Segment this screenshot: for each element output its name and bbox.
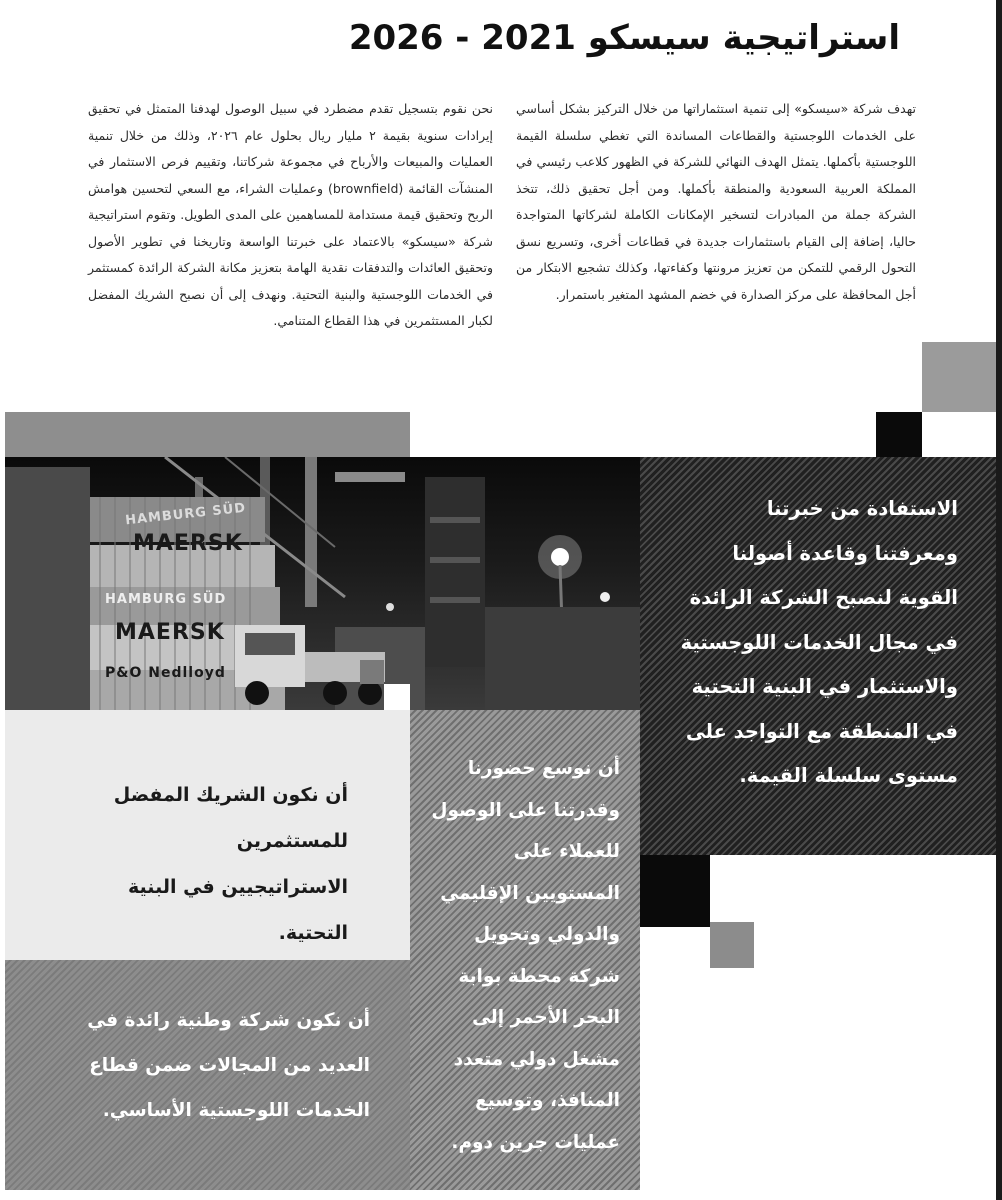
container-label: MAERSK (115, 620, 225, 645)
pillar-partner-block (5, 710, 410, 960)
deco-square-small (360, 660, 384, 684)
container-label: MAERSK (133, 531, 243, 556)
deco-square-gray-lower (710, 922, 754, 968)
pillar-expand-text: أن نوسع حضورنا وقدرتنا على الوصول للعملاء على المستويين الإقليمي والدولي وتحويل شركة محطة بوابة البحر الأحمر إلى مشغل دولي متعدد المنافذ، وتوسيع عمليات جرين دوم. (431, 758, 620, 1153)
deco-square-black (876, 412, 922, 458)
intro-paragraph-right: تهدف شركة «سيسكو» إلى تنمية استثماراتها من خلال التركيز بشكل أساسي على الخدمات اللوجستية والقطاعات المساندة التي تغطي سلسلة القيمة اللوجستية بأكملها. يتمثل الهدف النهائي للشركة في الظهور كلاعب رئيسي في المملكة العربية السعودية والمنطقة بأكملها. ومن أجل تحقيق ذلك، تتخذ الشركة جملة من المبادرات لتسخير الإمكانات الكاملة لشركاتها المتواجدة حاليا، إضافة إلى القيام باستثمارات جديدة في قطاعات أخرى، وتسريع نسق التحول الرقمي للتمكن من تعزيز مرونتها وكفاءتها، وكذلك تشجيع الابتكار من أجل المحافظة على مركز الصدارة في خضم المشهد المتغير باستمرار. (516, 101, 916, 302)
deco-square-gray (922, 342, 996, 412)
deco-square-black-lower (640, 855, 710, 927)
deco-square-white (384, 684, 410, 710)
pillar-partner-text: أن نكون الشريك المفضل للمستثمرين الاستراتيجيين في البنية التحتية. (113, 784, 348, 944)
page-edge-bar (996, 0, 1002, 1200)
deco-bar-gray (5, 412, 410, 457)
pillar-expand-block (410, 710, 640, 1190)
container-label: HAMBURG SÜD (105, 592, 227, 607)
port-container-photo (5, 457, 640, 710)
pillar-expertise-text: الاستفادة من خبرتنا ومعرفتنا وقاعدة أصولنا القوية لنصبح الشركة الرائدة في مجال الخدمات اللوجستية والاستثمار في البنية التحتية في المنطقة مع التواجد على مستوى سلسلة القيمة. (680, 497, 958, 787)
intro-paragraph-left: نحن نقوم بتسجيل تقدم مضطرد في سبيل الوصول لهدفنا المتمثل في تحقيق إيرادات سنوية بقيمة ٢ مليار ريال بحلول عام ٢٠٢٦، وذلك من خلال تنمية العمليات والمبيعات والأرباح في مجموعة شركاتنا، وتقييم فرص الاستثمار في المنشآت القائمة (brownfield) وعمليات الشراء، مع السعي لتحسين هوامش الربح وتحقيق قيمة مستدامة للمساهمين على المدى الطويل. وتقوم استراتيجية شركة «سيسكو» بالاعتماد على خبرتنا الواسعة وتاريخنا في تطوير الأصول وتحقيق العائدات والتدفقات نقدية الهامة بتعزيز مكانة الشركة الرائدة كمستثمر في الخدمات اللوجستية والبنية التحتية. ونهدف إلى أن نصبح الشريك المفضل لكبار المستثمرين في هذا القطاع المتنامي. (88, 101, 493, 328)
container-label: P&O Nedlloyd (105, 665, 226, 681)
pillar-expertise-block (640, 457, 996, 855)
pillar-national-block (5, 960, 410, 1190)
pillar-national-text: أن نكون شركة وطنية رائدة في العديد من المجالات ضمن قطاع الخدمات اللوجستية الأساسي. (87, 1010, 370, 1121)
container-label: HAMBURG SÜD (124, 500, 247, 529)
page-title: استراتيجية سيسكو 2021 - 2026 (348, 18, 900, 58)
port-scene-illustration (5, 457, 640, 710)
